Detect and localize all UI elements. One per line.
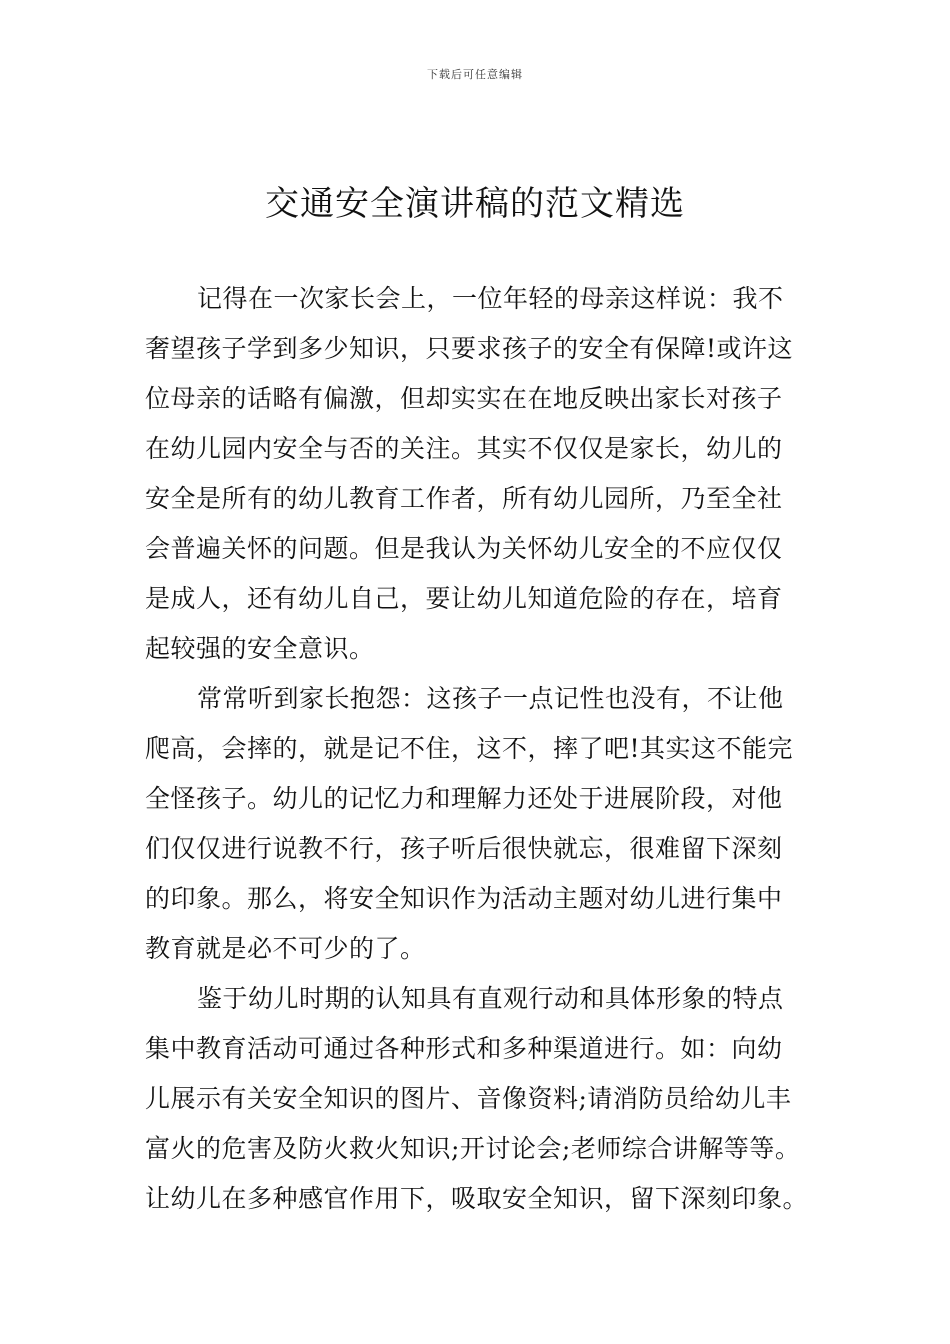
text-line: 富火的危害及防火救火知识;开讨论会;老师综合讲解等等。 — [145, 1134, 801, 1163]
text-line: 让幼儿在多种感官作用下，吸取安全知识，留下深刻印象。 — [145, 1184, 809, 1213]
text-line: 是成人，还有幼儿自己，要让幼儿知道危险的存在，培育 — [145, 584, 783, 613]
text-line: 记得在一次家长会上，一位年轻的母亲这样说：我不 — [197, 284, 784, 313]
text-line: 全怪孩子。幼儿的记忆力和理解力还处于进展阶段，对他 — [145, 784, 783, 813]
text-line: 教育就是必不可少的了。 — [145, 934, 426, 963]
text-line: 安全是所有的幼儿教育工作者，所有幼儿园所，乃至全社 — [145, 484, 783, 513]
text-line: 位母亲的话略有偏激，但却实实在在地反映出家长对孩子 — [145, 384, 783, 413]
body-text — [145, 274, 825, 1224]
header-note: 下载后可任意编辑 — [427, 68, 523, 81]
text-line: 儿展示有关安全知识的图片、音像资料;请消防员给幼儿丰 — [145, 1084, 792, 1113]
text-line: 在幼儿园内安全与否的关注。其实不仅仅是家长，幼儿的 — [145, 434, 783, 463]
text-line: 的印象。那么，将安全知识作为活动主题对幼儿进行集中 — [145, 884, 783, 913]
document-title: 交通安全演讲稿的范文精选 — [265, 184, 685, 224]
text-line: 们仅仅进行说教不行，孩子听后很快就忘，很难留下深刻 — [145, 834, 783, 863]
text-line: 会普遍关怀的问题。但是我认为关怀幼儿安全的不应仅仅 — [145, 534, 783, 563]
text-line: 奢望孩子学到多少知识，只要求孩子的安全有保障!或许这 — [145, 334, 794, 363]
text-line: 爬高，会摔的，就是记不住，这不，摔了吧!其实这不能完 — [145, 734, 794, 763]
text-line: 集中教育活动可通过各种形式和多种渠道进行。如：向幼 — [145, 1034, 783, 1063]
text-line: 起较强的安全意识。 — [145, 634, 375, 663]
text-line: 鉴于幼儿时期的认知具有直观行动和具体形象的特点 — [197, 984, 784, 1013]
text-line: 常常听到家长抱怨：这孩子一点记性也没有，不让他 — [197, 684, 784, 713]
